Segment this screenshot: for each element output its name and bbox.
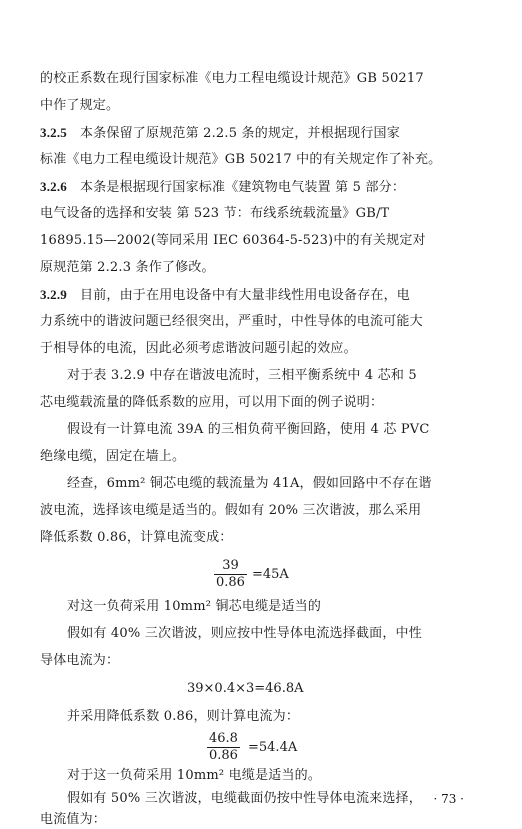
formula-result: =45A — [252, 567, 289, 582]
clause-text: 目前，由于在用电设备中有大量非线性用电设备存在，电 — [80, 288, 411, 303]
formula-result: =54.4A — [248, 740, 298, 755]
text-line: 假如有 40% 三次谐波，则应按中性导体电流选择截面，中性 — [67, 626, 422, 641]
text-line: 对于表 3.2.9 中存在谐波电流时，三相平衡系统中 4 芯和 5 — [67, 368, 417, 383]
text-line: 绝缘电缆，固定在墙上。 — [40, 449, 186, 464]
text-line: 于相导体的电流，因此必须考虑谐波问题引起的效应。 — [40, 341, 357, 356]
text-line: 16895.15—2002(等同采用 IEC 60364-5-523)中的有关规定对 — [40, 233, 426, 248]
clause-number: 3.2.9 — [40, 287, 67, 302]
fraction-denominator: 0.86 — [209, 748, 238, 763]
clause-text: 本条是根据现行国家标准《建筑物电气装置 第 5 部分： — [80, 180, 406, 195]
text-line: 芯电缆载流量的降低系数的应用，可以用下面的例子说明： — [40, 395, 384, 410]
text-line: 对于这一负荷采用 10mm² 电缆是适当的。 — [67, 768, 322, 783]
text-line: 假如有 50% 三次谐波，电缆截面仍按中性导体电流来选择， — [67, 791, 422, 806]
formula-neutral-current: 39×0.4×3=46.8A — [187, 681, 304, 696]
fraction-numerator: 39 — [222, 558, 239, 573]
page-number: · 73 · — [433, 792, 464, 806]
text-line: 力系统中的谐波问题已经很突出，严重时，中性导体的电流可能大 — [40, 314, 423, 329]
text-line: 中作了规定。 — [40, 98, 120, 113]
text-line: 的校正系数在现行国家标准《电力工程电缆设计规范》GB 50217 — [40, 71, 424, 86]
fraction-denominator: 0.86 — [216, 575, 245, 590]
formula-fraction — [214, 558, 247, 591]
formula-fraction — [207, 731, 240, 764]
clause-3-2-9 — [40, 286, 495, 305]
text-line: 并采用降低系数 0.86，则计算电流为： — [67, 709, 300, 724]
clause-number: 3.2.5 — [40, 125, 67, 140]
text-line: 电流值为： — [40, 812, 107, 827]
text-line: 电气设备的选择和安装 第 523 节：布线系统载流量》GB/T — [40, 206, 390, 221]
text-line: 原规范第 2.2.3 条作了修改。 — [40, 260, 215, 275]
text-line: 降低系数 0.86，计算电流变成： — [40, 530, 233, 545]
text-line: 波电流，选择该电缆是适当的。假如有 20% 三次谐波，那么采用 — [40, 503, 422, 518]
fraction-numerator: 46.8 — [209, 731, 238, 746]
text-line: 经查，6mm² 铜芯电缆的载流量为 41A，假如回路中不存在谐 — [67, 476, 432, 491]
text-line: 对这一负荷采用 10mm² 铜芯电缆是适当的 — [67, 599, 322, 614]
clause-3-2-5 — [40, 124, 495, 143]
text-line: 假设有一计算电流 39A 的三相负荷平衡回路，使用 4 芯 PVC — [67, 422, 430, 437]
clause-text: 本条保留了原规范第 2.2.5 条的规定，并根据现行国家 — [80, 126, 400, 141]
text-line: 导体电流为： — [40, 653, 120, 668]
clause-number: 3.2.6 — [40, 179, 67, 194]
clause-3-2-6 — [40, 178, 495, 197]
text-line: 标准《电力工程电缆设计规范》GB 50217 中的有关规定作了补充。 — [40, 152, 442, 167]
